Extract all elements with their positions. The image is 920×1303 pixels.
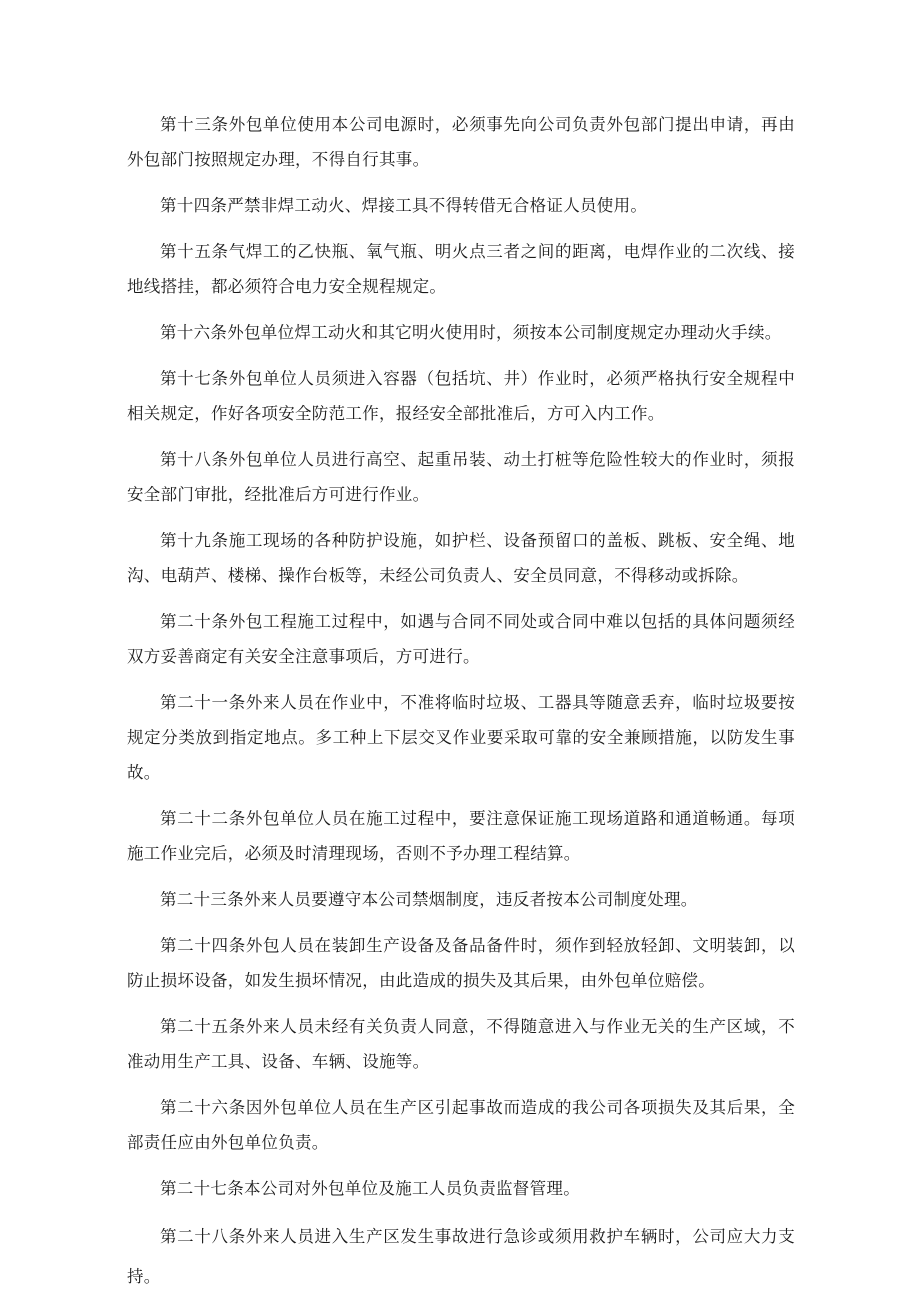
paragraph-article-15: 第十五条气焊工的乙快瓶、氧气瓶、明火点三者之间的距离，电焊作业的二次线、接地线搭挂，都必须符合电力安全规程规定。 <box>127 242 795 296</box>
paragraph-article-26: 第二十六条因外包单位人员在生产区引起事故而造成的我公司各项损失及其后果，全部责任应由外包单位负责。 <box>127 1098 795 1152</box>
paragraph-article-27: 第二十七条本公司对外包单位及施工人员负责监督管理。 <box>160 1179 580 1198</box>
paragraph-article-16: 第十六条外包单位焊工动火和其它明火使用时，须按本公司制度规定办理动火手续。 <box>160 323 782 342</box>
paragraph-article-18: 第十八条外包单位人员进行高空、起重吊装、动土打桩等危险性较大的作业时，须报安全部门审批，经批准后方可进行作业。 <box>127 450 795 504</box>
paragraph-article-13: 第十三条外包单位使用本公司电源时，必须事先向公司负责外包部门提出申请，再由外包部门按照规定办理，不得自行其事。 <box>127 115 795 169</box>
paragraph-article-17: 第十七条外包单位人员须进入容器（包括坑、井）作业时，必须严格执行安全规程中相关规定，作好各项安全防范工作，报经安全部批准后，方可入内工作。 <box>127 369 795 423</box>
paragraph-article-23: 第二十三条外来人员要遵守本公司禁烟制度，违反者按本公司制度处理。 <box>160 890 698 909</box>
paragraph-article-22: 第二十二条外包单位人员在施工过程中，要注意保证施工现场道路和通道畅通。每项施工作业完后，必须及时清理现场，否则不予办理工程结算。 <box>127 809 795 863</box>
paragraph-article-14: 第十四条严禁非焊工动火、焊接工具不得转借无合格证人员使用。 <box>160 196 648 215</box>
document-body <box>127 107 795 1303</box>
paragraph-article-25: 第二十五条外来人员未经有关负责人同意，不得随意进入与作业无关的生产区域，不准动用生产工具、设备、车辆、设施等。 <box>127 1017 795 1071</box>
paragraph-article-21: 第二十一条外来人员在作业中，不准将临时垃圾、工器具等随意丢弃，临时垃圾要按规定分类放到指定地点。多工种上下层交叉作业要采取可靠的安全兼顾措施，以防发生事故。 <box>127 693 795 782</box>
paragraph-article-20: 第二十条外包工程施工过程中，如遇与合同不同处或合同中难以包括的具体问题须经双方妥善商定有关安全注意事项后，方可进行。 <box>127 612 795 666</box>
paragraph-article-19: 第十九条施工现场的各种防护设施，如护栏、设备预留口的盖板、跳板、安全绳、地沟、电葫芦、楼梯、操作台板等，未经公司负责人、安全员同意，不得移动或拆除。 <box>127 531 795 585</box>
paragraph-article-24: 第二十四条外包人员在装卸生产设备及备品备件时，须作到轻放轻卸、文明装卸，以防止损坏设备，如发生损坏情况，由此造成的损失及其后果，由外包单位赔偿。 <box>127 936 795 990</box>
paragraph-article-28: 第二十八条外来人员进入生产区发生事故进行急诊或须用救护车辆时，公司应大力支持。 <box>127 1227 795 1286</box>
